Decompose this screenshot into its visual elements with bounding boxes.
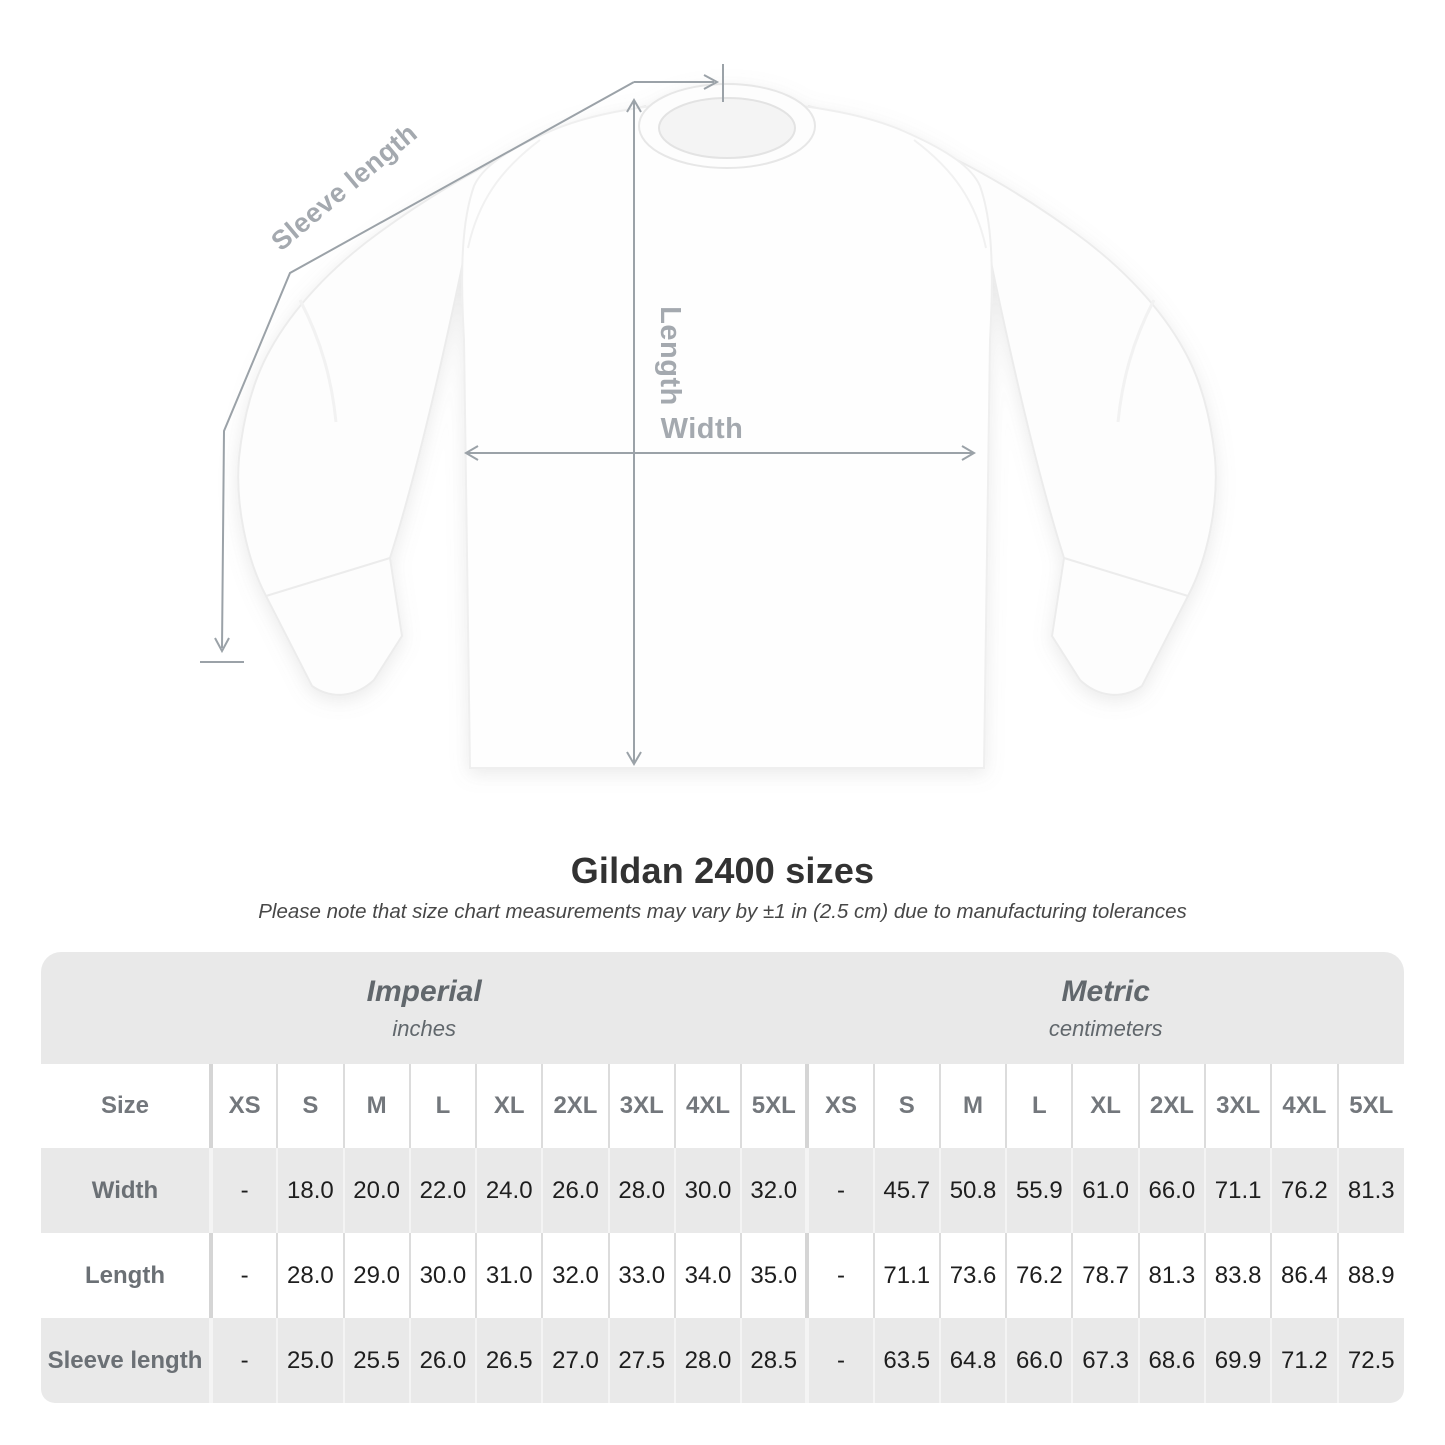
table-row — [41, 1318, 1404, 1403]
size-col-header-imperial: XL — [476, 1064, 542, 1148]
table-row — [41, 1148, 1404, 1233]
measurement-cell: 34.0 — [675, 1233, 741, 1318]
page-title: Gildan 2400 sizes — [570, 850, 875, 891]
size-col-header-metric: 3XL — [1205, 1064, 1271, 1148]
size-col-header-imperial: XS — [211, 1064, 277, 1148]
size-col-header-metric: 5XL — [1338, 1064, 1404, 1148]
measurement-cell: 32.0 — [741, 1148, 807, 1233]
size-col-header-imperial: M — [344, 1064, 410, 1148]
measurement-cell: 25.5 — [344, 1318, 410, 1403]
measurement-cell: 26.5 — [476, 1318, 542, 1403]
measurement-cell: 73.6 — [940, 1233, 1006, 1318]
size-col-header-metric: 4XL — [1271, 1064, 1337, 1148]
measurement-cell: 66.0 — [1006, 1318, 1072, 1403]
size-table-body — [41, 1148, 1404, 1403]
measurement-cell: 31.0 — [476, 1233, 542, 1318]
measurement-cell: 25.0 — [277, 1318, 343, 1403]
measurement-cell: 29.0 — [344, 1233, 410, 1318]
metric-group-label: Metric — [1061, 974, 1150, 1008]
length-label: Length — [654, 306, 686, 406]
size-col-header-imperial: S — [277, 1064, 343, 1148]
size-col-header-imperial: 3XL — [609, 1064, 675, 1148]
measurement-cell: - — [211, 1318, 277, 1403]
row-label: Length — [85, 1261, 165, 1289]
measurement-cell: 83.8 — [1205, 1233, 1271, 1318]
unit-band-row — [41, 952, 1404, 1064]
measurement-cell: 76.2 — [1271, 1148, 1337, 1233]
measurement-cell: 24.0 — [476, 1148, 542, 1233]
measurement-cell: 33.0 — [609, 1233, 675, 1318]
measurement-cell: 78.7 — [1072, 1233, 1138, 1318]
measurement-cell: 76.2 — [1006, 1233, 1072, 1318]
measurement-cell: 26.0 — [410, 1318, 476, 1403]
measurement-cell: 69.9 — [1205, 1318, 1271, 1403]
size-col-header-metric: S — [874, 1064, 940, 1148]
measurement-cell: - — [807, 1233, 873, 1318]
page-subtitle: Please note that size chart measurements may vary by ±1 in (2.5 cm) due to manufacturing tolerances — [258, 900, 1187, 923]
measurement-cell: 63.5 — [874, 1318, 940, 1403]
measurement-cell: - — [211, 1148, 277, 1233]
measurement-cell: 28.0 — [277, 1233, 343, 1318]
row-label: Sleeve length — [47, 1346, 203, 1374]
size-col-header-metric: 2XL — [1139, 1064, 1205, 1148]
size-corner-header: Size — [41, 1064, 211, 1148]
measurement-cell: 71.1 — [1205, 1148, 1271, 1233]
measurement-cell: 28.5 — [741, 1318, 807, 1403]
measurement-cell: 20.0 — [344, 1148, 410, 1233]
row-label: Width — [91, 1176, 159, 1204]
measurement-cell: 26.0 — [542, 1148, 608, 1233]
measurement-cell: 30.0 — [410, 1233, 476, 1318]
size-table — [41, 952, 1404, 1403]
measurement-cell: 27.0 — [542, 1318, 608, 1403]
measurement-cell: 32.0 — [542, 1233, 608, 1318]
metric-group-unit: centimeters — [1048, 1015, 1163, 1041]
imperial-group-label: Imperial — [366, 974, 482, 1008]
size-col-header-imperial: 2XL — [542, 1064, 608, 1148]
collar-inner — [659, 98, 795, 158]
measurement-cell: 35.0 — [741, 1233, 807, 1318]
measurement-cell: 55.9 — [1006, 1148, 1072, 1233]
size-col-header-metric: L — [1006, 1064, 1072, 1148]
measurement-cell: 45.7 — [874, 1148, 940, 1233]
imperial-group-unit: inches — [392, 1015, 456, 1041]
measurement-cell: 72.5 — [1338, 1318, 1404, 1403]
size-col-header-imperial: L — [410, 1064, 476, 1148]
measurement-cell: - — [807, 1318, 873, 1403]
table-row — [41, 1233, 1404, 1318]
measurement-cell: - — [807, 1148, 873, 1233]
measurement-cell: 61.0 — [1072, 1148, 1138, 1233]
measurement-cell: 22.0 — [410, 1148, 476, 1233]
measurement-cell: 28.0 — [609, 1148, 675, 1233]
imperial-group-header — [41, 952, 807, 1064]
size-table-container — [41, 952, 1404, 1403]
measurement-cell: 64.8 — [940, 1318, 1006, 1403]
size-header-row — [41, 1064, 1404, 1148]
measurement-cell: 81.3 — [1139, 1233, 1205, 1318]
sleeve-length-label: Sleeve length — [265, 117, 424, 257]
measurement-cell: 86.4 — [1271, 1233, 1337, 1318]
measurement-cell: 81.3 — [1338, 1148, 1404, 1233]
measurement-cell: 67.3 — [1072, 1318, 1138, 1403]
size-col-header-metric: XL — [1072, 1064, 1138, 1148]
title-block — [0, 850, 1445, 924]
measurement-cell: 66.0 — [1139, 1148, 1205, 1233]
size-col-header-imperial: 4XL — [675, 1064, 741, 1148]
width-label: Width — [660, 413, 744, 445]
metric-group-header — [807, 952, 1404, 1064]
measurement-cell: 71.1 — [874, 1233, 940, 1318]
size-col-header-imperial: 5XL — [741, 1064, 807, 1148]
measurement-cell: 88.9 — [1338, 1233, 1404, 1318]
measurement-cell: - — [211, 1233, 277, 1318]
size-col-header-metric: M — [940, 1064, 1006, 1148]
measurement-cell: 68.6 — [1139, 1318, 1205, 1403]
measurement-cell: 50.8 — [940, 1148, 1006, 1233]
measurement-cell: 71.2 — [1271, 1318, 1337, 1403]
size-col-header-metric: XS — [807, 1064, 873, 1148]
measurement-cell: 28.0 — [675, 1318, 741, 1403]
measurement-cell: 30.0 — [675, 1148, 741, 1233]
measurement-cell: 18.0 — [277, 1148, 343, 1233]
measurement-cell: 27.5 — [609, 1318, 675, 1403]
